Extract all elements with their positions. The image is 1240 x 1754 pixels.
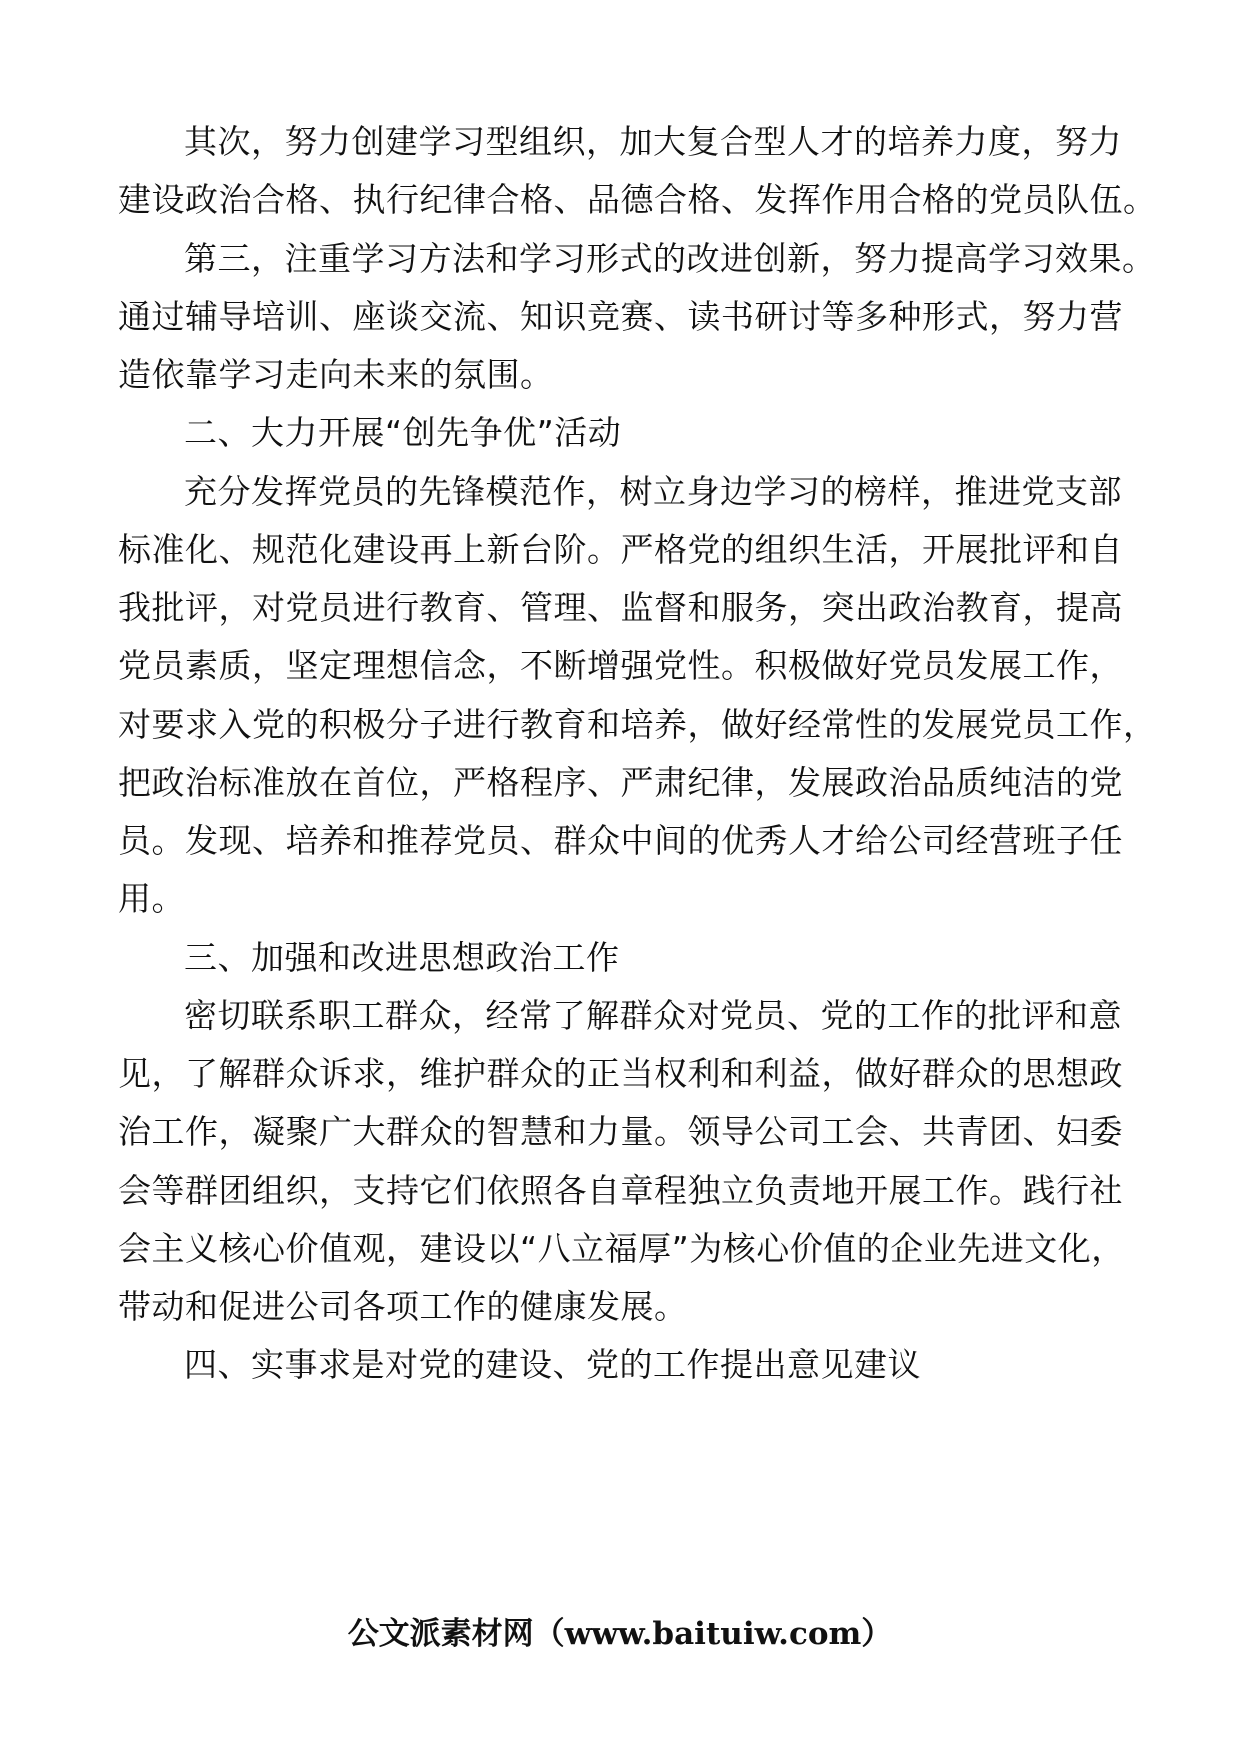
text-line: 会主义核心价值观，建设以“八立福厚”为核心价值的企业先进文化， bbox=[118, 1229, 1125, 1268]
text-line: 我批评，对党员进行教育、管理、监督和服务，突出政治教育，提高 bbox=[118, 588, 1123, 627]
text-line: 员。发现、培养和推荐党员、群众中间的优秀人才给公司经营班子任 bbox=[118, 821, 1123, 860]
text-line: 用。 bbox=[118, 879, 185, 918]
section-heading: 三、加强和改进思想政治工作 bbox=[184, 938, 620, 977]
text-line: 带动和促进公司各项工作的健康发展。 bbox=[118, 1287, 688, 1326]
text-line: 党员素质，坚定理想信念，不断增强党性。积极做好党员发展工作， bbox=[118, 646, 1123, 685]
text-line: 造依靠学习走向未来的氛围。 bbox=[118, 355, 554, 394]
text-line: 通过辅导培训、座谈交流、知识竞赛、读书研讨等多种形式，努力营 bbox=[118, 297, 1123, 336]
text-line: 治工作，凝聚广大群众的智慧和力量。领导公司工会、共青团、妇委 bbox=[118, 1112, 1123, 1151]
text-line: 第三，注重学习方法和学习形式的改进创新，努力提高学习效果。 bbox=[184, 239, 1156, 278]
text-line: 充分发挥党员的先锋模范作，树立身边学习的榜样，推进党支部 bbox=[184, 472, 1122, 511]
text-line: 对要求入党的积极分子进行教育和培养，做好经常性的发展党员工作， bbox=[118, 705, 1157, 744]
text-line: 密切联系职工群众，经常了解群众对党员、党的工作的批评和意 bbox=[184, 996, 1122, 1035]
text-line: 标准化、规范化建设再上新台阶。严格党的组织生活，开展批评和自 bbox=[118, 530, 1123, 569]
text-line: 会等群团组织，支持它们依照各自章程独立负责地开展工作。践行社 bbox=[118, 1171, 1123, 1210]
text-line: 把政治标准放在首位，严格程序、严肃纪律，发展政治品质纯洁的党 bbox=[118, 763, 1123, 802]
text-line: 其次，努力创建学习型组织，加大复合型人才的培养力度，努力 bbox=[184, 122, 1122, 161]
text-line: 见，了解群众诉求，维护群众的正当权利和利益，做好群众的思想政 bbox=[118, 1054, 1123, 1093]
section-heading: 二、大力开展“创先争优”活动 bbox=[184, 413, 622, 452]
section-heading: 四、实事求是对党的建设、党的工作提出意见建议 bbox=[184, 1345, 921, 1384]
text-line: 建设政治合格、执行纪律合格、品德合格、发挥作用合格的党员队伍。 bbox=[118, 180, 1157, 219]
footer-watermark: 公文派素材网（www.baituiw.com） bbox=[347, 1616, 893, 1652]
